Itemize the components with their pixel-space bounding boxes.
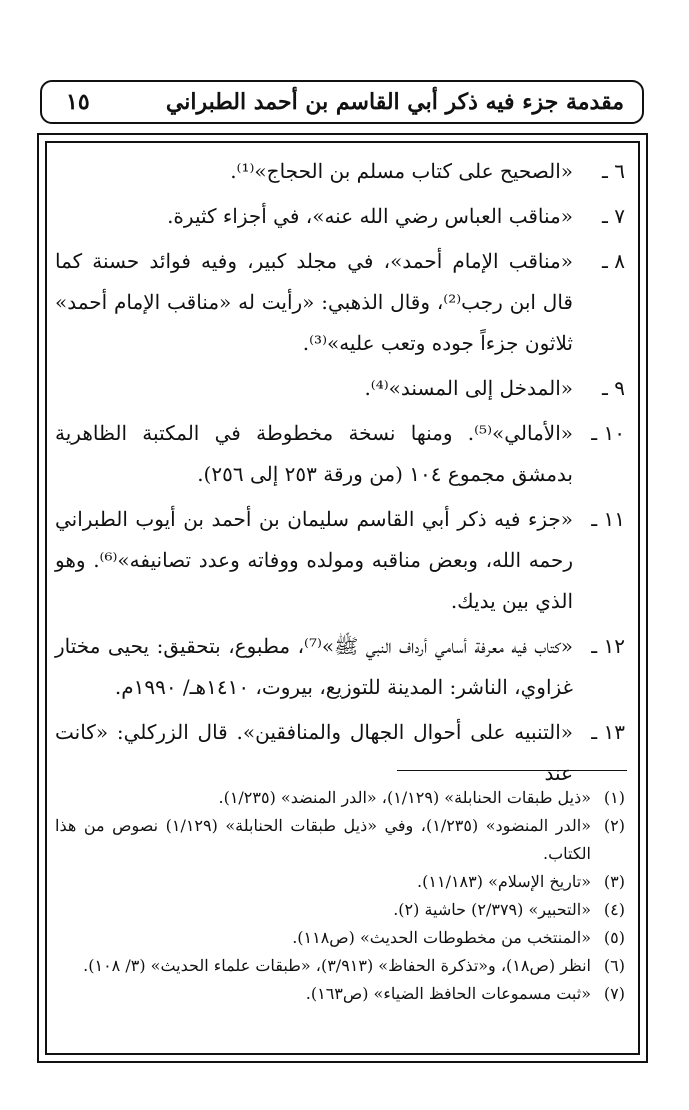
item-number: ١٢ ـ (591, 634, 625, 658)
list-item (55, 368, 625, 409)
footnote-divider (397, 770, 627, 771)
footnote-text: «ذيل طبقات الحنابلة» (١/١٢٩)، «الدر المنضد» (١/٢٣٥). (218, 788, 591, 807)
footnote-number: (٧) (603, 984, 625, 1003)
footnote (55, 952, 625, 980)
item-text: «مناقب العباس رضي الله عنه»، في أجزاء كثيرة. (167, 204, 573, 228)
footnote-number: (٢) (603, 816, 625, 835)
list-item (55, 151, 625, 192)
footnote-text: «التحبير» (٢/٣٧٩) حاشية (٢). (393, 900, 591, 919)
footnote (55, 868, 625, 896)
item-number: ٦ ـ (602, 159, 625, 183)
item-number: ١١ ـ (591, 507, 625, 531)
footnote-text: «تاريخ الإسلام» (١١/١٨٣). (417, 872, 591, 891)
item-text: «جزء فيه ذكر أبي القاسم سليمان بن أحمد بن أيوب الطبراني رحمه الله، وبعض مناقبه ومولده ووفاته وعدد تصانيفه»⁽⁶⁾. وهو الذي بين يديك. (55, 507, 573, 613)
page-number: ١٥ (66, 89, 90, 115)
item-text: «التنبيه على أحوال الجهال والمنافقين». قال الزركلي: «كانت عند (55, 720, 573, 785)
footnote-number: (٤) (603, 900, 625, 919)
footnote-number: (٥) (603, 928, 625, 947)
footnote (55, 924, 625, 952)
list-item (55, 241, 625, 364)
list-item (55, 413, 625, 495)
footnote (55, 784, 625, 812)
header-title: مقدمة جزء فيه ذكر أبي القاسم بن أحمد الطبراني (165, 89, 624, 115)
item-text: «الصحيح على كتاب مسلم بن الحجاج»⁽¹⁾. (230, 159, 573, 183)
item-text: «الأمالي»⁽⁵⁾. ومنها نسخة مخطوطة في المكتبة الظاهرية بدمشق مجموع ١٠٤ (من ورقة ٢٥٣ إلى ٢٥٦). (55, 421, 573, 486)
item-number: ٩ ـ (602, 376, 625, 400)
item-number: ٨ ـ (602, 249, 625, 273)
list-item (55, 712, 625, 794)
footnote-number: (٣) (603, 872, 625, 891)
footnote-number: (١) (603, 788, 625, 807)
main-text (55, 151, 625, 798)
item-number: ١٠ ـ (591, 421, 625, 445)
running-header (40, 80, 644, 124)
list-item (55, 196, 625, 237)
footnote (55, 812, 625, 868)
footnote-text: «المنتخب من مخطوطات الحديث» (ص١١٨). (292, 928, 591, 947)
footnote-text: «ثبت مسموعات الحافظ الضياء» (ص١٦٣). (305, 984, 591, 1003)
footnote-number: (٦) (603, 956, 625, 975)
item-text: «مناقب الإمام أحمد»، في مجلد كبير، وفيه فوائد حسنة كما قال ابن رجب⁽²⁾، وقال الذهبي: «رأيت له «مناقب الإمام أحمد» ثلاثون جزءاً جوده وتعب عليه»⁽³⁾. (55, 249, 573, 355)
list-item (55, 626, 625, 708)
footnote (55, 980, 625, 1008)
footnote (55, 896, 625, 924)
footnote-text: انظر (ص١٨)، و«تذكرة الحفاظ» (٣/٩١٣)، «طبقات علماء الحديث» (٣/ ١٠٨). (83, 956, 591, 975)
list-item (55, 499, 625, 622)
item-number: ٧ ـ (602, 204, 625, 228)
footnotes (55, 784, 625, 1008)
footnote-text: «الدر المنضود» (١/٢٣٥)، وفي «ذيل طبقات الحنابلة» (١/١٢٩) نصوص من هذا الكتاب. (55, 816, 591, 863)
item-number: ١٣ ـ (591, 720, 625, 744)
item-text: «كتاب فيه معرفة أسامي أرداف النبي ﷺ»⁽⁷⁾، مطبوع، بتحقيق: يحيى مختار غزاوي، الناشر: المدينة للتوزيع، بيروت، ١٤١٠هـ/ ١٩٩٠م. (55, 634, 573, 699)
item-text: «المدخل إلى المسند»⁽⁴⁾. (364, 376, 573, 400)
